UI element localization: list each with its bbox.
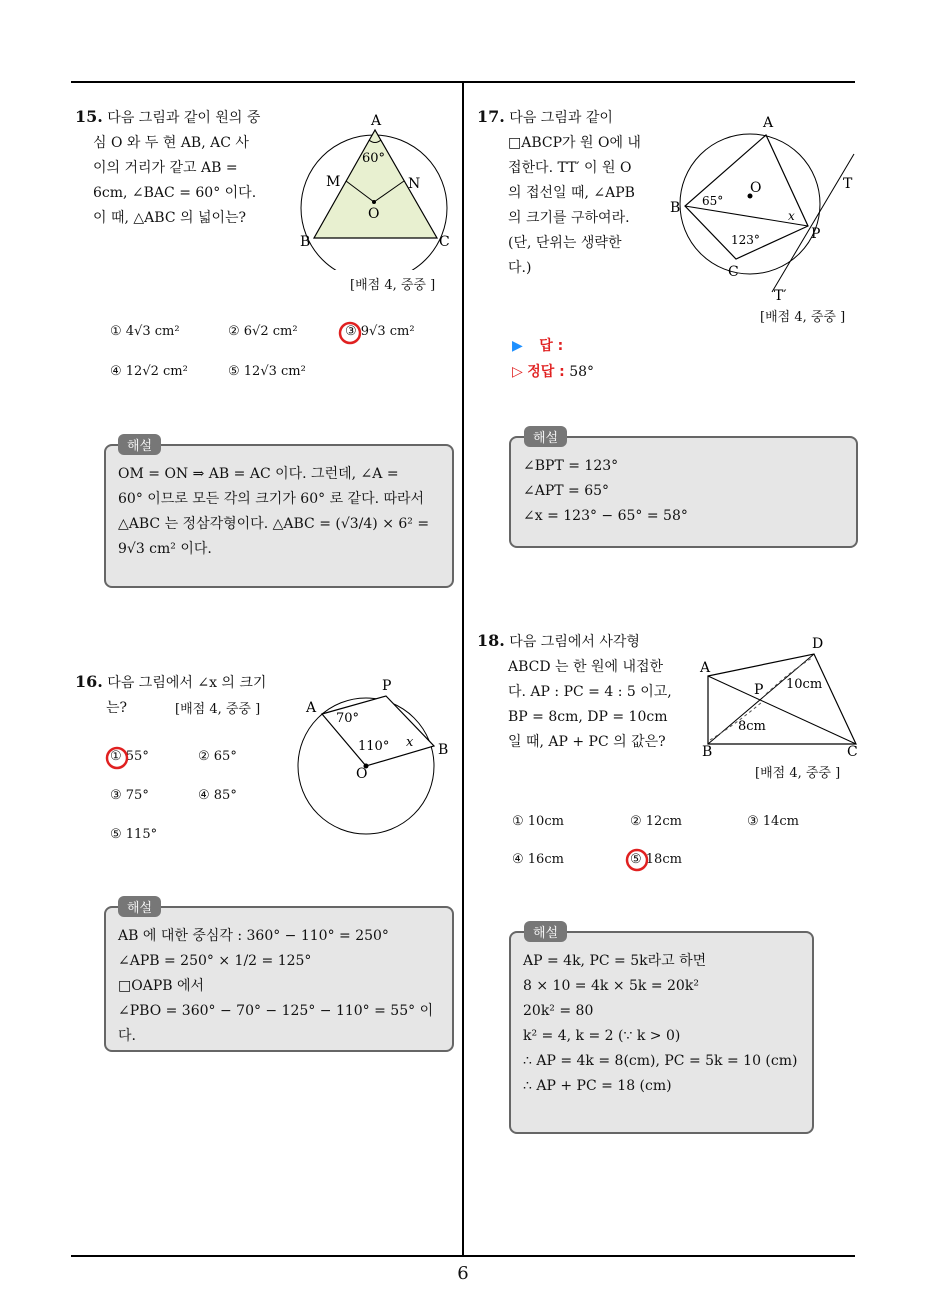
q18-explanation-tag: 해설 — [524, 921, 567, 942]
q18-points: [배점 4, 중중 ] — [755, 766, 841, 781]
choice-3[interactable]: ③ 14cm — [747, 814, 799, 829]
q17-points: [배점 4, 중중 ] — [760, 310, 846, 325]
q17-figure — [666, 110, 862, 306]
choice-2[interactable]: ② 65° — [198, 749, 237, 764]
explanation-line: □OAPB 에서 — [118, 978, 205, 994]
q15-label-m: M — [326, 174, 341, 190]
explanation-line: 8 × 10 = 4k × 5k = 20k² — [523, 978, 699, 994]
q18-label-c: C — [847, 744, 858, 760]
q15-label-b: B — [300, 234, 311, 250]
explanation-line: ∠APT = 65° — [523, 483, 610, 499]
q17-label-123: 123° — [731, 233, 760, 247]
q15-line: 이 때, △ABC 의 넓이는? — [93, 210, 247, 226]
q18-label-a: A — [700, 660, 711, 676]
answer-circle-mark — [624, 847, 650, 873]
play-arrow-icon: ▶ — [512, 338, 523, 354]
answer-circle-mark — [337, 320, 363, 346]
q15-explanation-tag: 해설 — [118, 434, 161, 455]
q18-explanation-box — [509, 931, 814, 1134]
explanation-line: OM = ON ⇒ AB = AC 이다. 그런데, ∠A = — [118, 466, 399, 482]
page-number: 6 — [457, 1263, 469, 1284]
q17-text — [477, 104, 657, 281]
explanation-line: k² = 4, k = 2 (∵ k > 0) — [523, 1028, 681, 1044]
q17-line: 의 크기를 구하여라. — [508, 210, 630, 226]
q17-label-c: C — [728, 264, 739, 280]
q17-label-o: O — [750, 180, 762, 196]
correct-value: 58° — [569, 364, 595, 380]
q18-label-b: B — [702, 744, 713, 760]
choice-1[interactable]: ① 55° — [110, 749, 149, 764]
choice-4[interactable]: ④ 16cm — [512, 852, 564, 867]
q16-line: 다음 그림에서 ∠x 의 크기 — [107, 675, 267, 691]
q16-label-x: x — [406, 735, 414, 750]
q15-label-angle: 60° — [362, 151, 386, 166]
answer-label: 답 : — [539, 338, 564, 354]
q18-text — [477, 628, 682, 755]
q18-line: 일 때, AP + PC 의 값은? — [508, 734, 666, 750]
q15-line: 이의 거리가 같고 AB = — [93, 160, 238, 176]
explanation-line: △ABC 는 정삼각형이다. △ABC = (√3/4) × 6² = — [118, 516, 430, 532]
q15-figure — [296, 110, 456, 270]
q15-points: [배점 4, 중중 ] — [350, 278, 436, 293]
choice-3[interactable]: ③ 9√3 cm² — [345, 324, 415, 339]
q15-text — [75, 104, 290, 231]
q18-label-d: D — [812, 636, 824, 652]
q17-answer-line — [512, 335, 563, 355]
explanation-line: ∴ AP + PC = 18 (cm) — [523, 1078, 672, 1094]
q17-label-p: P — [811, 226, 821, 242]
q16-figure — [296, 676, 456, 836]
choice-4[interactable]: ④ 85° — [198, 788, 237, 803]
explanation-line: ∠APB = 250° × 1/2 = 125° — [118, 953, 312, 969]
choice-5[interactable]: ⑤ 12√3 cm² — [228, 364, 306, 379]
explanation-line: ∠BPT = 123° — [523, 458, 619, 474]
q16-points: [배점 4, 중중 ] — [175, 702, 261, 717]
q16-label-b: B — [438, 742, 449, 758]
choice-1[interactable]: ① 4√3 cm² — [110, 324, 180, 339]
outline-arrow-icon: ▷ — [512, 364, 523, 380]
column-divider — [462, 83, 464, 1257]
q17-line: 접한다. TT′ 이 원 O — [508, 160, 632, 176]
q15-line: 심 O 와 두 현 AB, AC 사 — [93, 135, 249, 151]
q16-label-o: O — [356, 766, 368, 782]
q17-explanation-box — [509, 436, 858, 548]
q18-number: 18. — [477, 631, 505, 650]
q18-label-10cm: 10cm — [786, 677, 823, 692]
q15-label-o: O — [368, 206, 380, 222]
choice-5[interactable]: ⑤ 115° — [110, 827, 158, 842]
explanation-line: 9√3 cm² 이다. — [118, 541, 212, 557]
q17-line: 다음 그림과 같이 — [509, 110, 613, 126]
q16-label-110: 110° — [358, 739, 390, 754]
q17-label-a: A — [763, 115, 774, 131]
q15-label-n: N — [408, 176, 421, 192]
q17-explanation-tag: 해설 — [524, 426, 567, 447]
q16-line: 는? — [106, 700, 128, 716]
q17-label-b: B — [670, 200, 681, 216]
q16-explanation-tag: 해설 — [118, 896, 161, 917]
q15-line: 6cm, ∠BAC = 60° 이다. — [93, 185, 257, 201]
explanation-line: 20k² = 80 — [523, 1003, 594, 1019]
q15-number: 15. — [75, 107, 103, 126]
explanation-line: ∠PBO = 360° − 70° − 125° − 110° = 55° 이다. — [118, 1003, 434, 1044]
q17-label-65: 65° — [702, 194, 724, 208]
choice-2[interactable]: ② 12cm — [630, 814, 682, 829]
choice-1[interactable]: ① 10cm — [512, 814, 564, 829]
q18-line: 다음 그림에서 사각형 — [509, 634, 640, 650]
q15-label-c: C — [439, 234, 450, 250]
q17-line: □ABCP가 원 O에 내 — [508, 135, 641, 151]
q17-correct-line — [512, 361, 594, 381]
q17-line: 의 접선일 때, ∠APB — [508, 185, 635, 201]
q18-line: ABCD 는 한 원에 내접한 — [508, 659, 664, 675]
q15-explanation-box — [104, 444, 454, 588]
explanation-line: AB 에 대한 중심각 : 360° − 110° = 250° — [118, 928, 389, 944]
q16-label-a: A — [306, 700, 317, 716]
bottom-rule — [71, 1255, 855, 1257]
q17-label-t-prime: T′ — [774, 288, 787, 304]
choice-2[interactable]: ② 6√2 cm² — [228, 324, 298, 339]
q17-line: 다.) — [508, 260, 532, 276]
q18-label-8cm: 8cm — [738, 719, 766, 734]
q18-figure — [696, 632, 866, 762]
explanation-line: AP = 4k, PC = 5k라고 하면 — [523, 953, 707, 969]
q15-label-a: A — [371, 113, 382, 129]
explanation-line: 60° 이므로 모든 각의 크기가 60° 로 같다. 따라서 — [118, 491, 425, 507]
q16-explanation-box — [104, 906, 454, 1052]
q17-line: (단, 단위는 생략한 — [508, 235, 622, 251]
q15-line: 다음 그림과 같이 원의 중 — [107, 110, 261, 126]
q16-number: 16. — [75, 672, 103, 691]
q16-label-70: 70° — [336, 711, 360, 726]
q17-label-t: T — [843, 176, 853, 192]
correct-label: 정답 : — [527, 364, 565, 380]
q17-label-x: x — [788, 209, 795, 223]
q18-line: BP = 8cm, DP = 10cm — [508, 709, 668, 725]
q16-label-p: P — [382, 678, 392, 694]
choice-4[interactable]: ④ 12√2 cm² — [110, 364, 188, 379]
explanation-line: ∴ AP = 4k = 8(cm), PC = 5k = 10 (cm) — [523, 1053, 798, 1069]
q17-number: 17. — [477, 107, 505, 126]
q18-label-p: P — [754, 682, 764, 698]
choice-3[interactable]: ③ 75° — [110, 788, 149, 803]
q18-line: 다. AP : PC = 4 : 5 이고, — [508, 684, 672, 700]
explanation-line: ∠x = 123° − 65° = 58° — [523, 508, 688, 524]
choice-5[interactable]: ⑤ 18cm — [630, 852, 682, 867]
answer-circle-mark — [104, 745, 130, 771]
